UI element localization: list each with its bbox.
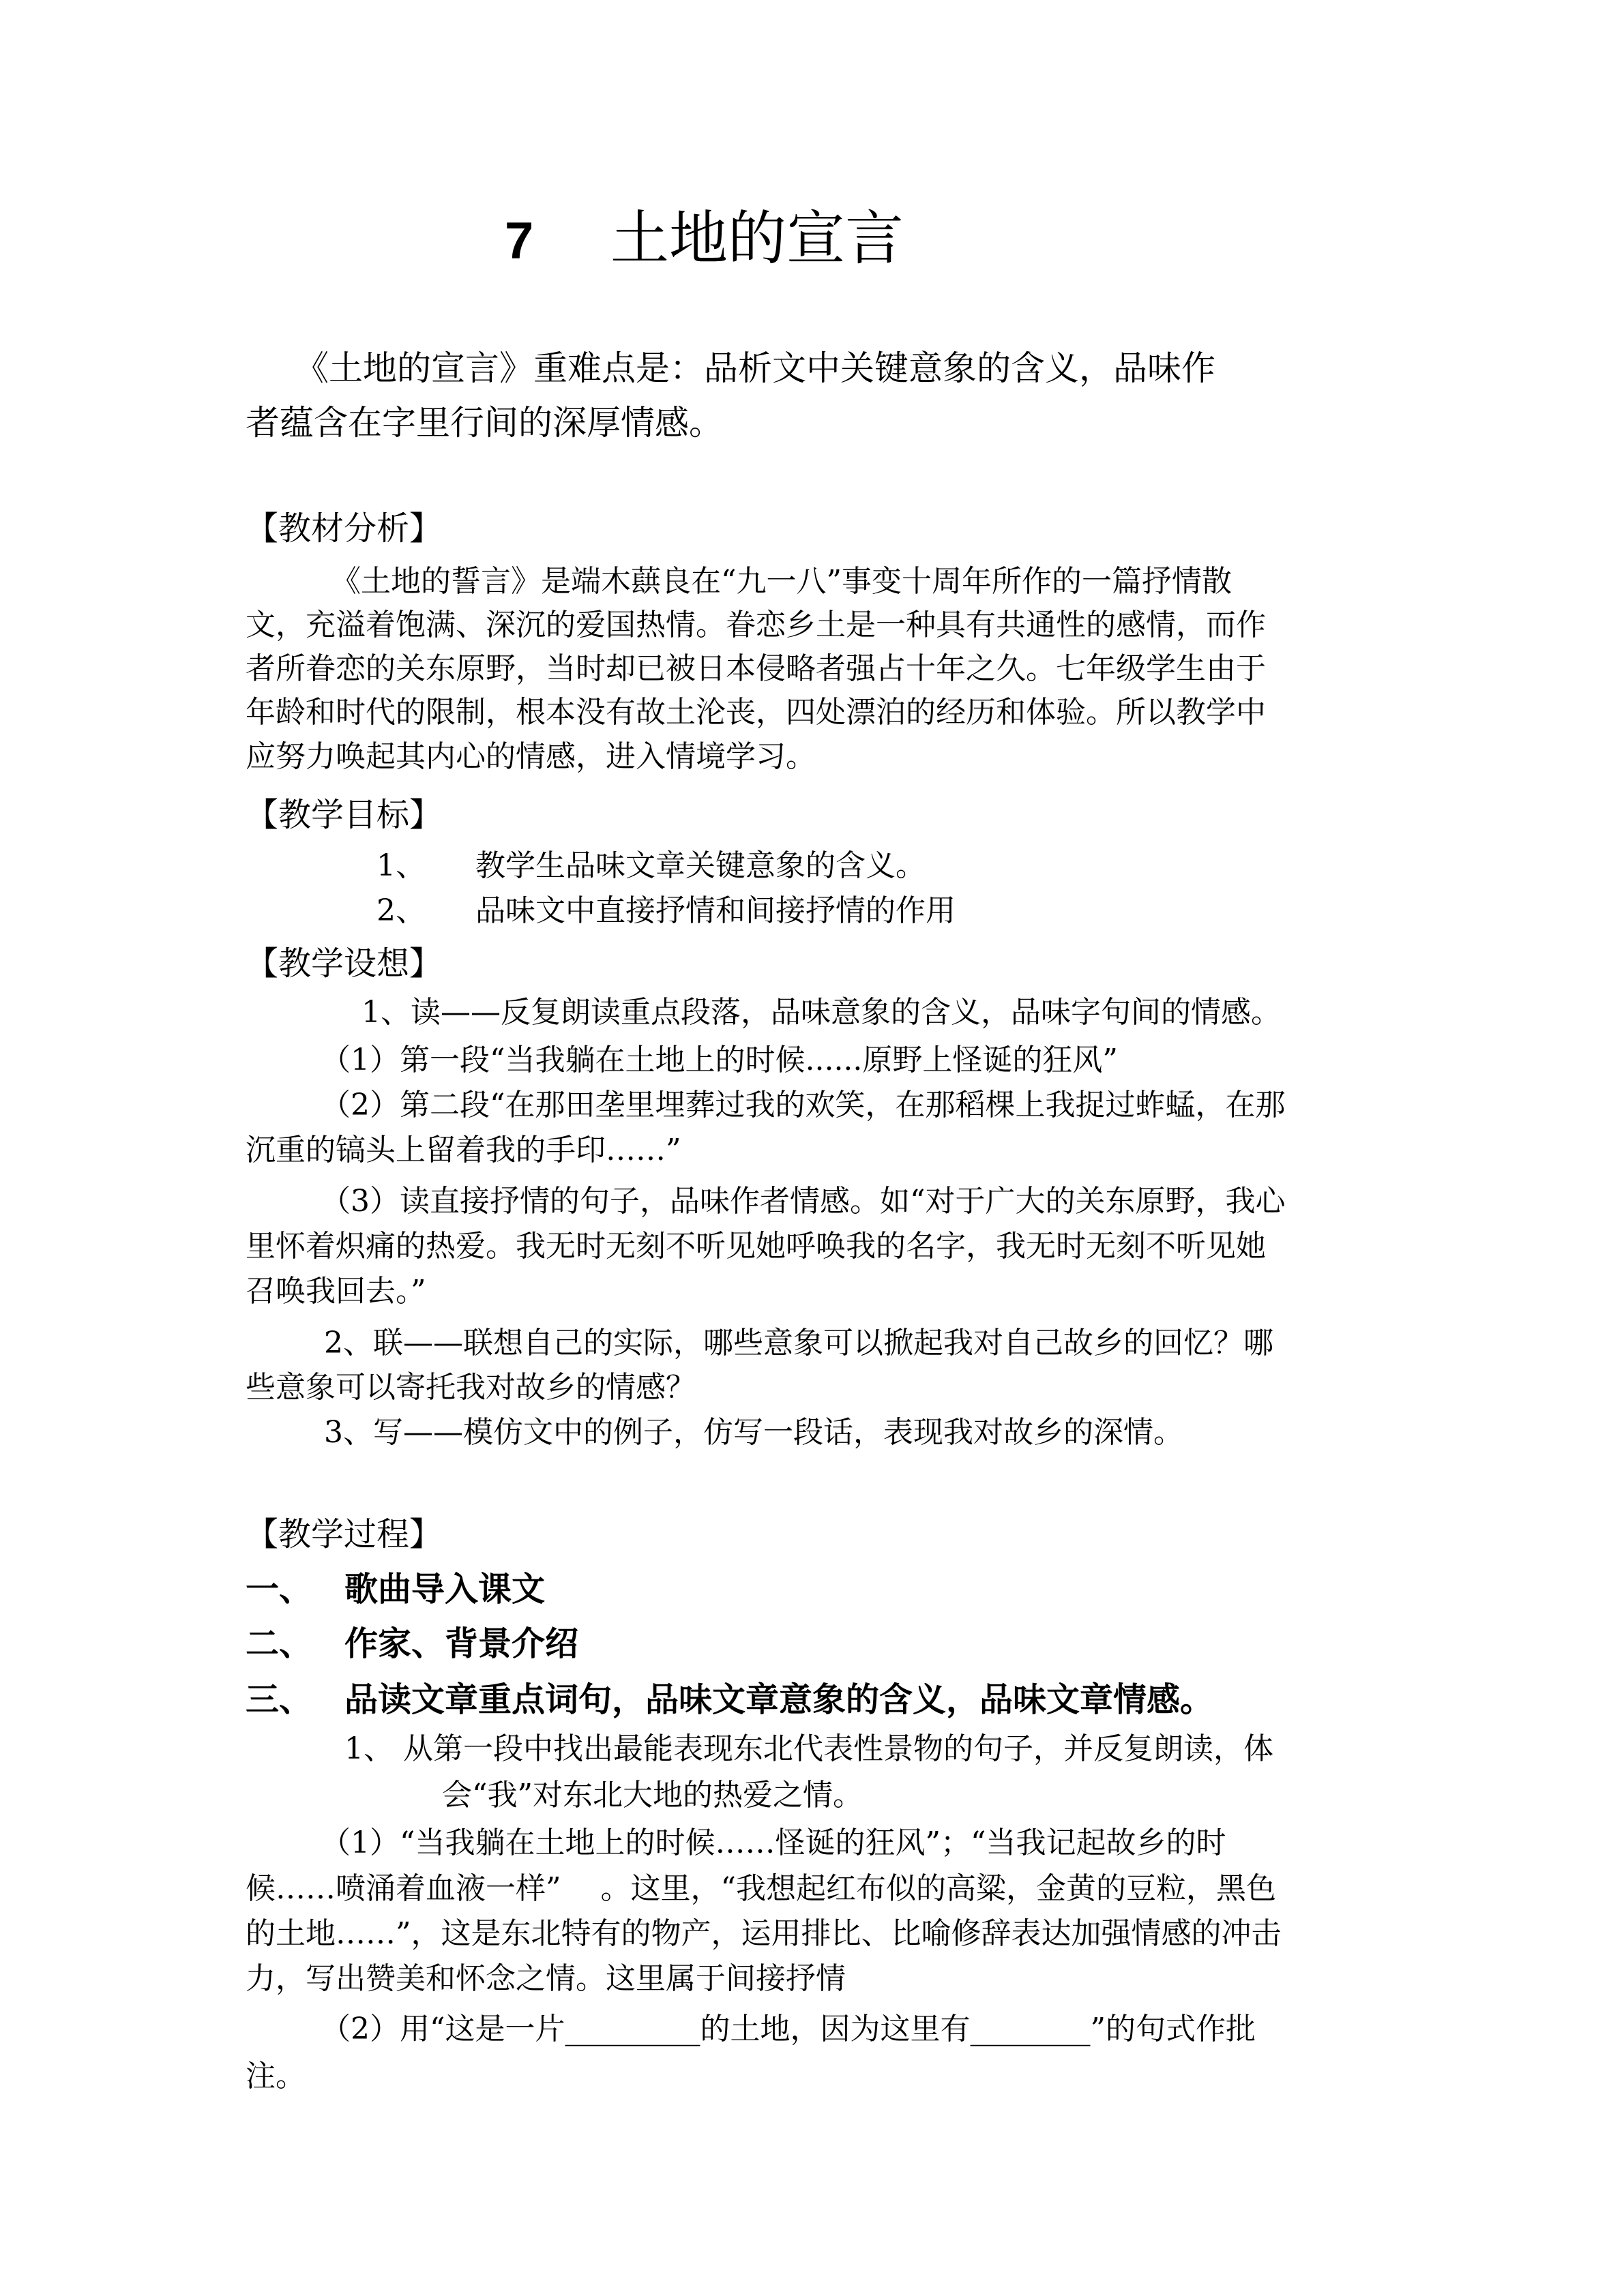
paragraph-line: 注。 [246,2059,306,2093]
design-line: 3、写——模仿文中的例子，仿写一段话，表现我对故乡的深情。 [324,1415,1183,1450]
step-index: 二、 [246,1624,313,1663]
process-step [246,1679,1213,1720]
analysis-line: 应努力唤起其内心的情感，进入情境学习。 [246,739,816,774]
sub-item-line: 会“我”对东北大地的热爱之情。 [442,1778,863,1813]
design-line: 2、联——联想自己的实际，哪些意象可以掀起我对自己故乡的回忆？哪 [324,1326,1273,1360]
section-heading-goals: 【教学目标】 [246,796,443,834]
section-heading-analysis: 【教材分析】 [246,509,443,548]
lesson-title: 土地的宣言 [610,205,904,273]
design-line: 些意象可以寄托我对故乡的情感？ [246,1370,696,1405]
sub-item-line: 1、 从第一段中找出最能表现东北代表性景物的句子，并反复朗读，体 [344,1731,1273,1766]
design-line: （3）读直接抒情的句子，品味作者情感。如“对于广大的关东原野，我心 [321,1184,1286,1219]
design-line: 召唤我回去。” [246,1274,426,1309]
design-line: （1）第一段“当我躺在土地上的时候......原野上怪诞的狂风” [321,1043,1118,1077]
goal-text: 教学生品味文章关键意象的含义。 [475,848,926,883]
goal-item [377,891,956,931]
step-index: 三、 [246,1680,313,1719]
design-line: （2）第二段“在那田垄里埋葬过我的欢笑，在那稻棵上我捉过蚱蜢，在那 [321,1088,1286,1122]
design-line: 沉重的镐头上留着我的手印……” [246,1133,681,1167]
section-heading-process: 【教学过程】 [246,1515,443,1553]
process-step [246,1623,578,1664]
paragraph-line: （1）“当我躺在土地上的时候……怪诞的狂风”；“当我记起故乡的时 [321,1825,1226,1860]
analysis-line: 《土地的誓言》是端木蕻良在“九一八”事变十周年所作的一篇抒情散 [331,564,1232,599]
paragraph-line: 候……喷涌着血液一样” 。这里，“我想起红布似的高粱，金黄的豆粒，黑色 [246,1871,1276,1906]
goal-text: 品味文中直接抒情和间接抒情的作用 [475,893,956,928]
paragraph-line: （2）用“这是一片_________的土地，因为这里有________”的句式作批 [321,2012,1256,2046]
lesson-number: 7 [505,212,534,270]
section-heading-design: 【教学设想】 [246,944,443,983]
step-text: 作家、背景介绍 [344,1624,579,1663]
step-text: 品读文章重点词句，品味文章意象的含义，品味文章情感。 [344,1680,1214,1719]
analysis-line: 文，充溢着饱满、深沉的爱国热情。眷恋乡土是一种具有共通性的感情，而作 [246,608,1266,642]
paragraph-line: 的土地……”，这是东北特有的物产，运用排比、比喻修辞表达加强情感的冲击 [246,1916,1282,1951]
intro-line: 者蕴含在字里行间的深厚情感。 [246,403,723,443]
design-line: 1、读——反复朗读重点段落，品味意象的含义，品味字句间的情感。 [361,995,1281,1030]
page-title [505,201,904,279]
step-text: 歌曲导入课文 [344,1569,546,1609]
paragraph-line: 力，写出赞美和怀念之情。这里属于间接抒情 [246,1961,846,1996]
process-step [246,1568,545,1609]
analysis-line: 年龄和时代的限制，根本没有故土沦丧，四处漂泊的经历和体验。所以教学中 [246,695,1266,730]
intro-line: 《土地的宣言》重难点是：品析文中关键意象的含义，品味作 [295,348,1215,388]
analysis-line: 者所眷恋的关东原野，当时却已被日本侵略者强占十年之久。七年级学生由于 [246,651,1266,686]
design-line: 里怀着炽痛的热爱。我无时无刻不听见她呼唤我的名字，我无时无刻不听见她 [246,1229,1266,1264]
goal-item [377,846,926,886]
goal-index: 2、 [377,893,426,928]
step-index: 一、 [246,1569,313,1609]
goal-index: 1、 [377,848,426,883]
